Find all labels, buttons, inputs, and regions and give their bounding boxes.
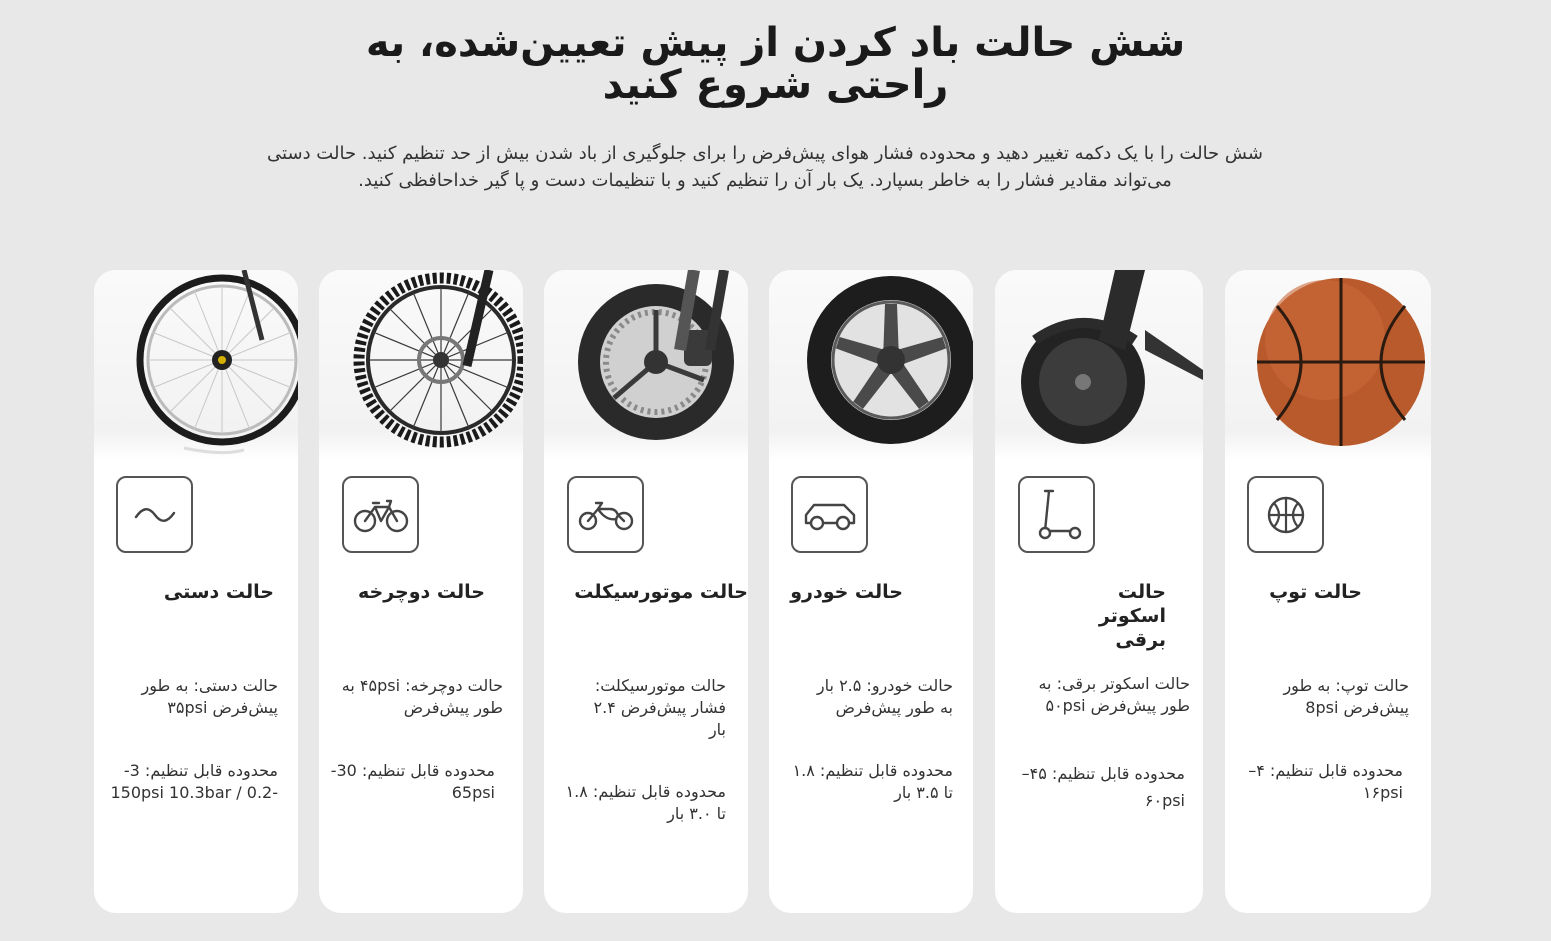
- mode-title: حالت توپ: [1269, 581, 1362, 603]
- mode-default-pressure: حالت اسکوتر برقی: به طور پیش‌فرض ۵۰psi: [1038, 674, 1190, 715]
- mountain-bike-wheel-photo: [319, 270, 523, 460]
- car-icon: [800, 495, 860, 535]
- page-title: شش حالت باد کردن از پیش تعیین‌شده، به راحتی شروع کنید: [365, 20, 1186, 108]
- mode-card-scooter: [995, 270, 1203, 913]
- mode-icon-box[interactable]: [791, 476, 868, 553]
- mode-card-manual: [94, 270, 298, 913]
- scooter-icon: [1027, 487, 1087, 543]
- mode-title: حالت موتورسیکلت: [574, 581, 748, 603]
- mode-icon-box[interactable]: [1247, 476, 1324, 553]
- page-subtitle: شش حالت را با یک دکمه تغییر دهید و محدوده فشار هوای پیش‌فرض را برای جلوگیری از باد شدن بیش از حد تنظیم کنید. حالت دستی می‌تواند مقادیر فشار را به خاطر بسپارد. یک بار آن را تنظیم کنید و با تنظیمات دست و پا گیر خداحافظی کنید.: [267, 143, 1263, 191]
- mode-adjustable-range: محدوده قابل تنظیم: 3--0.2 / 150psi 10.3bar: [110, 761, 278, 802]
- car-wheel-photo: [769, 270, 973, 460]
- mode-default-pressure: حالت دستی: به طور پیش‌فرض ۳۵psi: [141, 676, 278, 717]
- basketball-icon: [1264, 493, 1308, 537]
- mode-adjustable-range: محدوده قابل تنظیم: ۱.۸ تا ۳.۰ بار: [565, 782, 726, 823]
- mode-card-bicycle: [319, 270, 523, 913]
- mode-adjustable-range: محدوده قابل تنظیم: ۱.۸ تا ۳.۵ بار: [792, 761, 953, 802]
- scooter-wheel-photo: [995, 270, 1203, 460]
- motorcycle-wheel-photo: [544, 270, 748, 460]
- mode-card-motorcycle: [544, 270, 748, 913]
- mode-title: حالت دستی: [163, 581, 274, 603]
- mode-title: حالت خودرو: [790, 581, 903, 603]
- mode-title: حالت دوچرخه: [358, 581, 485, 603]
- bicycle-icon: [351, 495, 411, 535]
- mode-adjustable-range: محدوده قابل تنظیم: 30-65psi: [330, 761, 495, 802]
- mode-adjustable-range: محدوده قابل تنظیم: ۴–۱۶psi: [1248, 761, 1403, 802]
- mode-icon-box[interactable]: [567, 476, 644, 553]
- motorcycle-icon: [576, 495, 636, 535]
- mode-card-car: [769, 270, 973, 913]
- mode-default-pressure: حالت توپ: به طور پیش‌فرض 8psi: [1283, 676, 1409, 717]
- mode-title: حالت اسکوتر برقی: [1098, 581, 1166, 651]
- bicycle-wheel-photo: [94, 270, 298, 460]
- mode-default-pressure: حالت موتورسیکلت: فشار پیش‌فرض ۲.۴ بار: [593, 676, 726, 739]
- basketball-photo: [1225, 270, 1431, 460]
- wave-icon: [133, 505, 177, 525]
- mode-adjustable-range: محدوده قابل تنظیم: ۴۵–۶۰psi: [1021, 764, 1185, 810]
- mode-icon-box[interactable]: [342, 476, 419, 553]
- mode-default-pressure: حالت خودرو: ۲.۵ بار به طور پیش‌فرض: [816, 676, 953, 717]
- mode-icon-box[interactable]: [1018, 476, 1095, 553]
- mode-default-pressure: حالت دوچرخه: ۴۵psi به طور پیش‌فرض: [341, 676, 503, 717]
- mode-card-ball: [1225, 270, 1431, 913]
- mode-icon-box[interactable]: [116, 476, 193, 553]
